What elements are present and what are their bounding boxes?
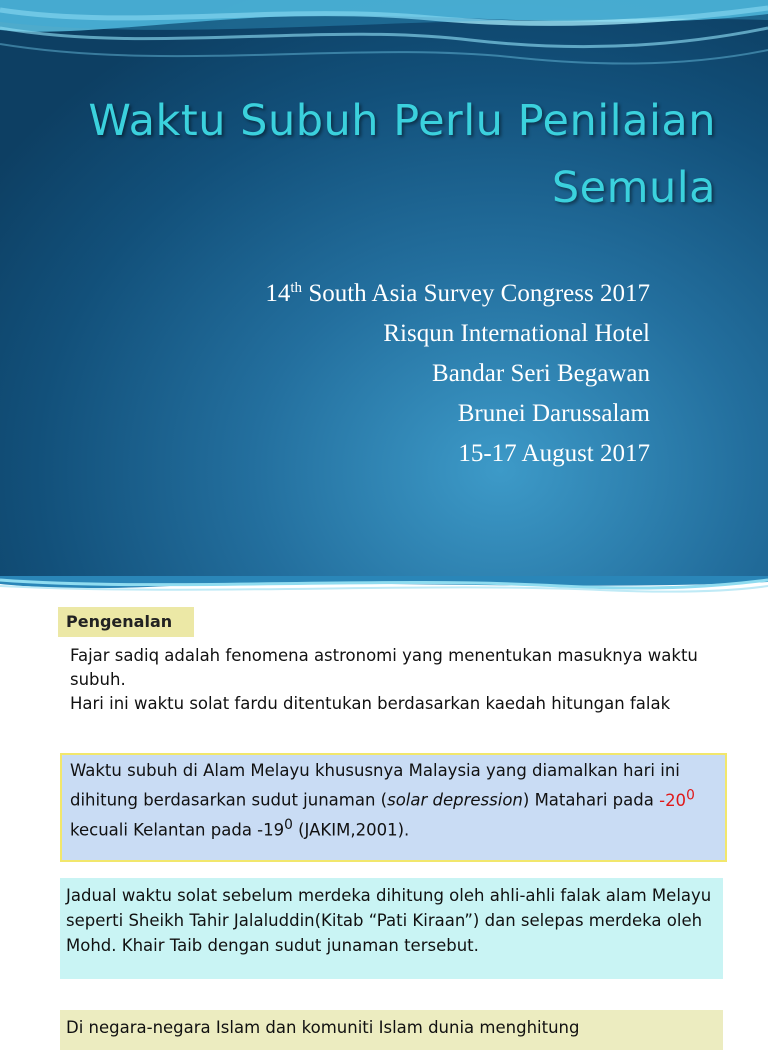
prayer-timetable-box: Jadual waktu solat sebelum merdeka dihitung oleh ahli-ahli falak alam Melayu seperti Sheikh Tahir Jalaluddin(Kitab “Pati Kiraan”) dan selepas merdeka oleh Mohd. Khair Taib dengan sudut junaman tersebut. xyxy=(60,878,723,979)
decorative-waves xyxy=(0,576,768,596)
event-city: Bandar Seri Begawan xyxy=(432,360,650,387)
slide-title-line-2: Semula xyxy=(551,163,716,213)
highlighted-angle: $-20^0$ xyxy=(659,787,695,810)
intro-paragraph-2: Hari ini waktu solat fardu ditentukan berdasarkan kaedah hitungan falak xyxy=(70,694,671,713)
event-name: 14th South Asia Survey Congress 2017 xyxy=(265,280,650,307)
event-venue: Risqun International Hotel xyxy=(383,320,650,347)
solar-depression-box: Waktu subuh di Alam Melayu khususnya Malaysia yang diamalkan hari ini dihitung berdasarkan sudut junaman (solar depression) Matahari pada $-20^0$ kecuali Kelantan pada $-19^0$ (JAKIM,2001). xyxy=(60,753,727,862)
intro-paragraph-1: Fajar sadiq adalah fenomena astronomi yang menentukan masuknya waktu subuh. xyxy=(70,646,698,689)
intro-text xyxy=(70,644,720,716)
intro-slide xyxy=(0,576,768,1037)
slide-title xyxy=(36,88,716,222)
event-country: Brunei Darussalam xyxy=(457,400,650,427)
event-dates: 15-17 August 2017 xyxy=(458,440,650,467)
slide-title-line-1: Waktu Subuh Perlu Penilaian xyxy=(88,96,716,146)
section-label: Pengenalan xyxy=(58,607,194,637)
event-details xyxy=(90,274,650,474)
islamic-countries-box: Di negara-negara Islam dan komuniti Islam dunia menghitung xyxy=(60,1010,723,1050)
